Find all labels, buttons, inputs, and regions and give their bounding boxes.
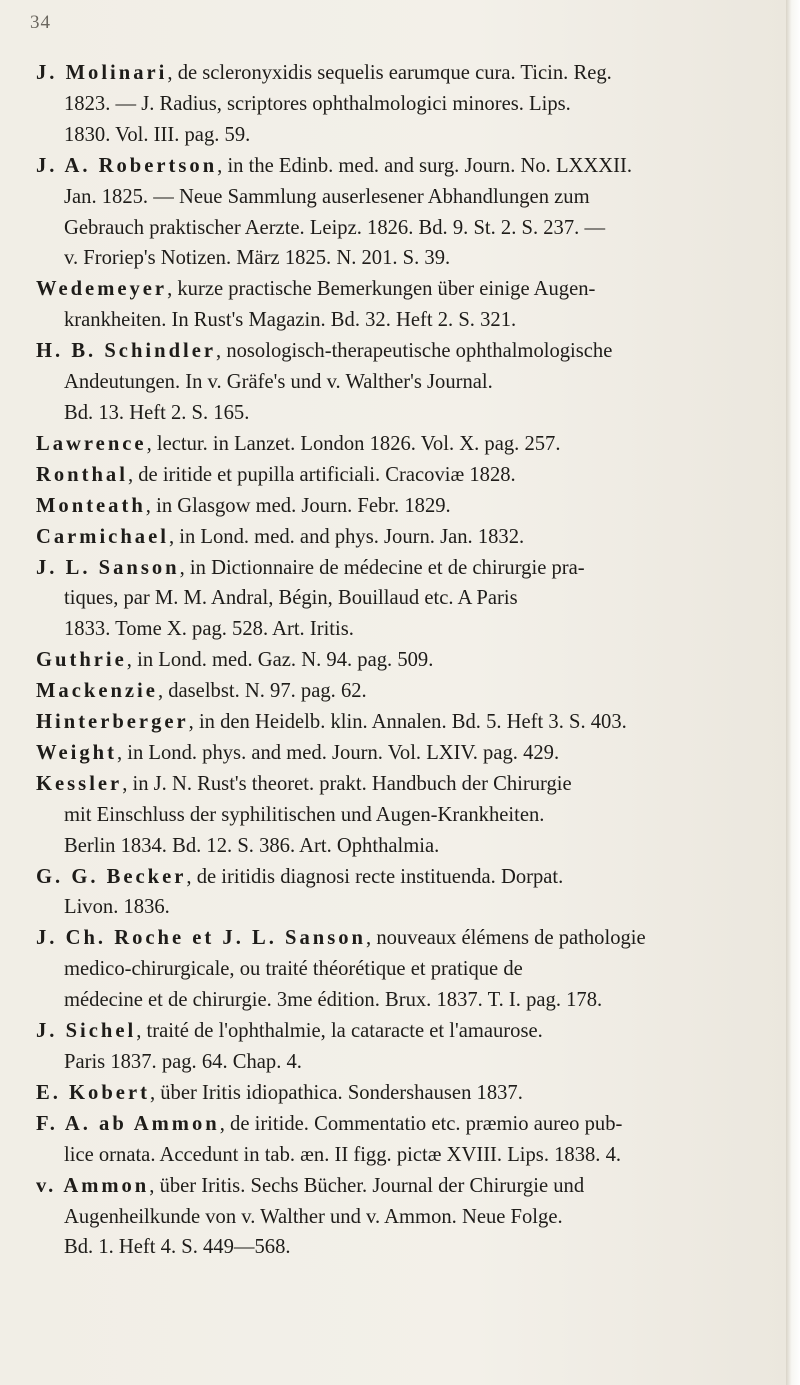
reference-line: Jan. 1825. — Neue Sammlung auserlesener Abhandlungen zum <box>64 185 590 208</box>
reference-entry <box>36 769 778 862</box>
reference-entry <box>36 1078 778 1109</box>
reference-entry <box>36 738 778 769</box>
reference-author: Guthrie <box>36 649 127 672</box>
reference-line: 1833. Tome X. pag. 528. Art. Iritis. <box>64 618 354 641</box>
reference-entry <box>36 1016 778 1078</box>
reference-line: mit Einschluss der syphilitischen und Augen-Krankheiten. <box>64 803 545 826</box>
reference-author: J. Sichel <box>36 1020 137 1043</box>
reference-author: J. A. Robertson <box>36 154 218 177</box>
reference-line: medico-chirurgicale, ou traité théorétique et pratique de <box>64 958 523 981</box>
reference-author: J. Ch. Roche et J. L. Sanson <box>36 927 367 950</box>
reference-line: krankheiten. In Rust's Magazin. Bd. 32. Heft 2. S. 321. <box>64 309 517 332</box>
reference-line: , daselbst. N. 97. pag. 62. <box>157 680 367 703</box>
reference-entry <box>36 58 778 151</box>
reference-line: , in Dictionnaire de médecine et de chirurgie pra- <box>179 556 585 579</box>
reference-line: Paris 1837. pag. 64. Chap. 4. <box>64 1051 302 1073</box>
reference-line: Bd. 1. Heft 4. S. 449—568. <box>64 1236 291 1259</box>
reference-entry <box>36 274 778 336</box>
reference-line: , de iritide. Commentatio etc. præmio aureo pub- <box>219 1112 623 1135</box>
page-edge <box>786 0 800 1385</box>
reference-line: médecine et de chirurgie. 3me édition. Brux. 1837. T. I. pag. 178. <box>64 989 603 1012</box>
reference-line: 1830. Vol. III. pag. 59. <box>64 123 251 146</box>
reference-entry <box>36 336 778 429</box>
page-number: 34 <box>30 12 51 33</box>
reference-author: G. G. Becker <box>36 865 187 888</box>
reference-author: Weight <box>36 741 117 764</box>
reference-line: , in Lond. med. and phys. Journ. Jan. 1832. <box>168 525 525 548</box>
reference-line: , in Lond. med. Gaz. N. 94. pag. 509. <box>126 649 434 672</box>
reference-author: Kessler <box>36 772 123 795</box>
reference-line: , kurze practische Bemerkungen über einige Augen- <box>167 278 596 301</box>
reference-entry <box>36 1171 778 1264</box>
reference-line: Livon. 1836. <box>64 896 170 919</box>
reference-entry <box>36 707 778 738</box>
reference-entry <box>36 491 778 522</box>
reference-line: , in Lond. phys. and med. Journ. Vol. LXIV. pag. 429. <box>116 741 560 764</box>
reference-entry <box>36 429 778 460</box>
reference-author: Wedemeyer <box>36 278 168 301</box>
reference-author: F. A. ab Ammon <box>36 1112 220 1135</box>
reference-entry <box>36 151 778 275</box>
reference-line: Bd. 13. Heft 2. S. 165. <box>64 401 250 424</box>
reference-author: Carmichael <box>36 525 169 548</box>
reference-entry <box>36 522 778 553</box>
reference-author: J. Molinari <box>36 62 168 84</box>
reference-line: , in J. N. Rust's theoret. prakt. Handbuch der Chirurgie <box>122 772 572 795</box>
reference-line: , in Glasgow med. Journ. Febr. 1829. <box>145 494 451 517</box>
reference-line: , de iritide et pupilla artificiali. Cracoviæ 1828. <box>127 463 516 486</box>
reference-author: E. Kobert <box>36 1081 150 1104</box>
reference-line: lice ornata. Accedunt in tab. æn. II figg. pictæ XVIII. Lips. 1838. 4. <box>64 1143 622 1166</box>
reference-author: H. B. Schindler <box>36 340 217 363</box>
reference-line: , lectur. in Lanzet. London 1826. Vol. X. pag. 257. <box>146 432 561 455</box>
reference-line: Berlin 1834. Bd. 12. S. 386. Art. Ophthalmia. <box>64 834 440 857</box>
reference-entry <box>36 645 778 676</box>
reference-line: , in den Heidelb. klin. Annalen. Bd. 5. Heft 3. S. 403. <box>188 711 627 734</box>
reference-author: Mackenzie <box>36 680 158 703</box>
reference-list <box>36 58 778 1263</box>
reference-entry <box>36 862 778 924</box>
reference-line: 1823. — J. Radius, scriptores ophthalmologici minores. Lips. <box>64 92 571 115</box>
reference-line: tiques, par M. M. Andral, Bégin, Bouillaud etc. A Paris <box>64 587 518 610</box>
reference-entry <box>36 923 778 1016</box>
reference-line: , de scleronyxidis sequelis earumque cura. Ticin. Reg. <box>167 62 612 84</box>
reference-line: , über Iritis. Sechs Bücher. Journal der Chirurgie und <box>149 1174 585 1197</box>
reference-line: , nosologisch-therapeutische ophthalmologische <box>216 340 613 363</box>
reference-line: , nouveaux élémens de pathologie <box>366 927 646 950</box>
reference-author: Monteath <box>36 494 146 517</box>
reference-line: Gebrauch praktischer Aerzte. Leipz. 1826. Bd. 9. St. 2. S. 237. — <box>64 216 606 239</box>
reference-entry <box>36 460 778 491</box>
reference-line: , in the Edinb. med. and surg. Journ. No. LXXXII. <box>217 154 633 177</box>
reference-author: Ronthal <box>36 463 128 486</box>
reference-author: Lawrence <box>36 432 147 455</box>
reference-line: , über Iritis idiopathica. Sondershausen 1837. <box>149 1081 523 1104</box>
reference-line: Augenheilkunde von v. Walther und v. Ammon. Neue Folge. <box>64 1205 563 1228</box>
reference-line: , traité de l'ophthalmie, la cataracte et l'amaurose. <box>136 1020 543 1043</box>
reference-line: v. Froriep's Notizen. März 1825. N. 201. S. 39. <box>64 247 451 270</box>
reference-author: Hinterberger <box>36 711 189 734</box>
reference-author: J. L. Sanson <box>36 556 180 579</box>
reference-line: Andeutungen. In v. Gräfe's und v. Walther's Journal. <box>64 371 493 394</box>
reference-entry <box>36 553 778 646</box>
reference-entry <box>36 676 778 707</box>
reference-author: v. Ammon <box>36 1174 150 1197</box>
reference-entry <box>36 1109 778 1171</box>
reference-line: , de iritidis diagnosi recte instituenda. Dorpat. <box>186 865 564 888</box>
